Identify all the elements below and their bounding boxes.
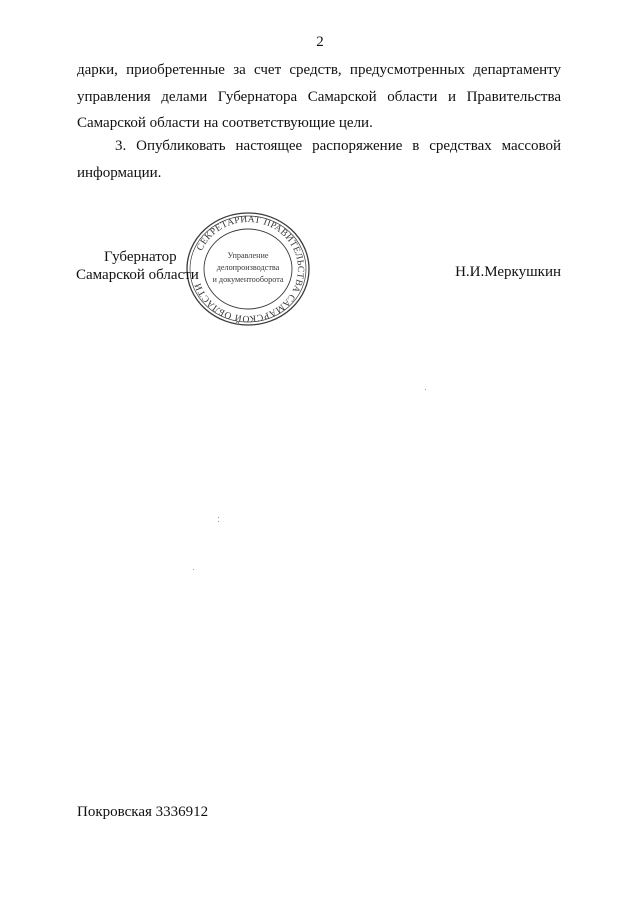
seal-outer-text: СЕКРЕТАРИАТ ПРАВИТЕЛЬСТВА САМАРСКОЙ ОБЛАСТИ — [193, 214, 306, 324]
seal-center-line-2: делопроизводства — [216, 263, 280, 272]
scan-speck — [193, 569, 194, 570]
signatory-title-line-1: Губернатор — [104, 249, 177, 265]
scan-speck — [425, 389, 426, 390]
scan-speck — [218, 517, 219, 518]
paragraph-continuation: дарки, приобретенные за счет средств, предусмотренных департаменту управления делами Губернатора Самарской области и Правительства Самарской области на соответствующие цели. — [77, 62, 561, 131]
scan-speck — [218, 521, 219, 522]
executor-footer: Покровская 3336912 — [77, 804, 209, 820]
seal-center-line-1: Управление — [227, 251, 269, 260]
signatory-title-line-2: Самарской области — [76, 267, 199, 283]
signatory-name: Н.И.Меркушкин — [455, 264, 561, 280]
page-number: 2 — [316, 34, 324, 50]
official-seal — [184, 210, 312, 328]
seal-center-line-3: и документооборота — [212, 275, 284, 284]
paragraph-item-3: 3. Опубликовать настоящее распоряжение в средствах массовой информации. — [77, 138, 561, 181]
